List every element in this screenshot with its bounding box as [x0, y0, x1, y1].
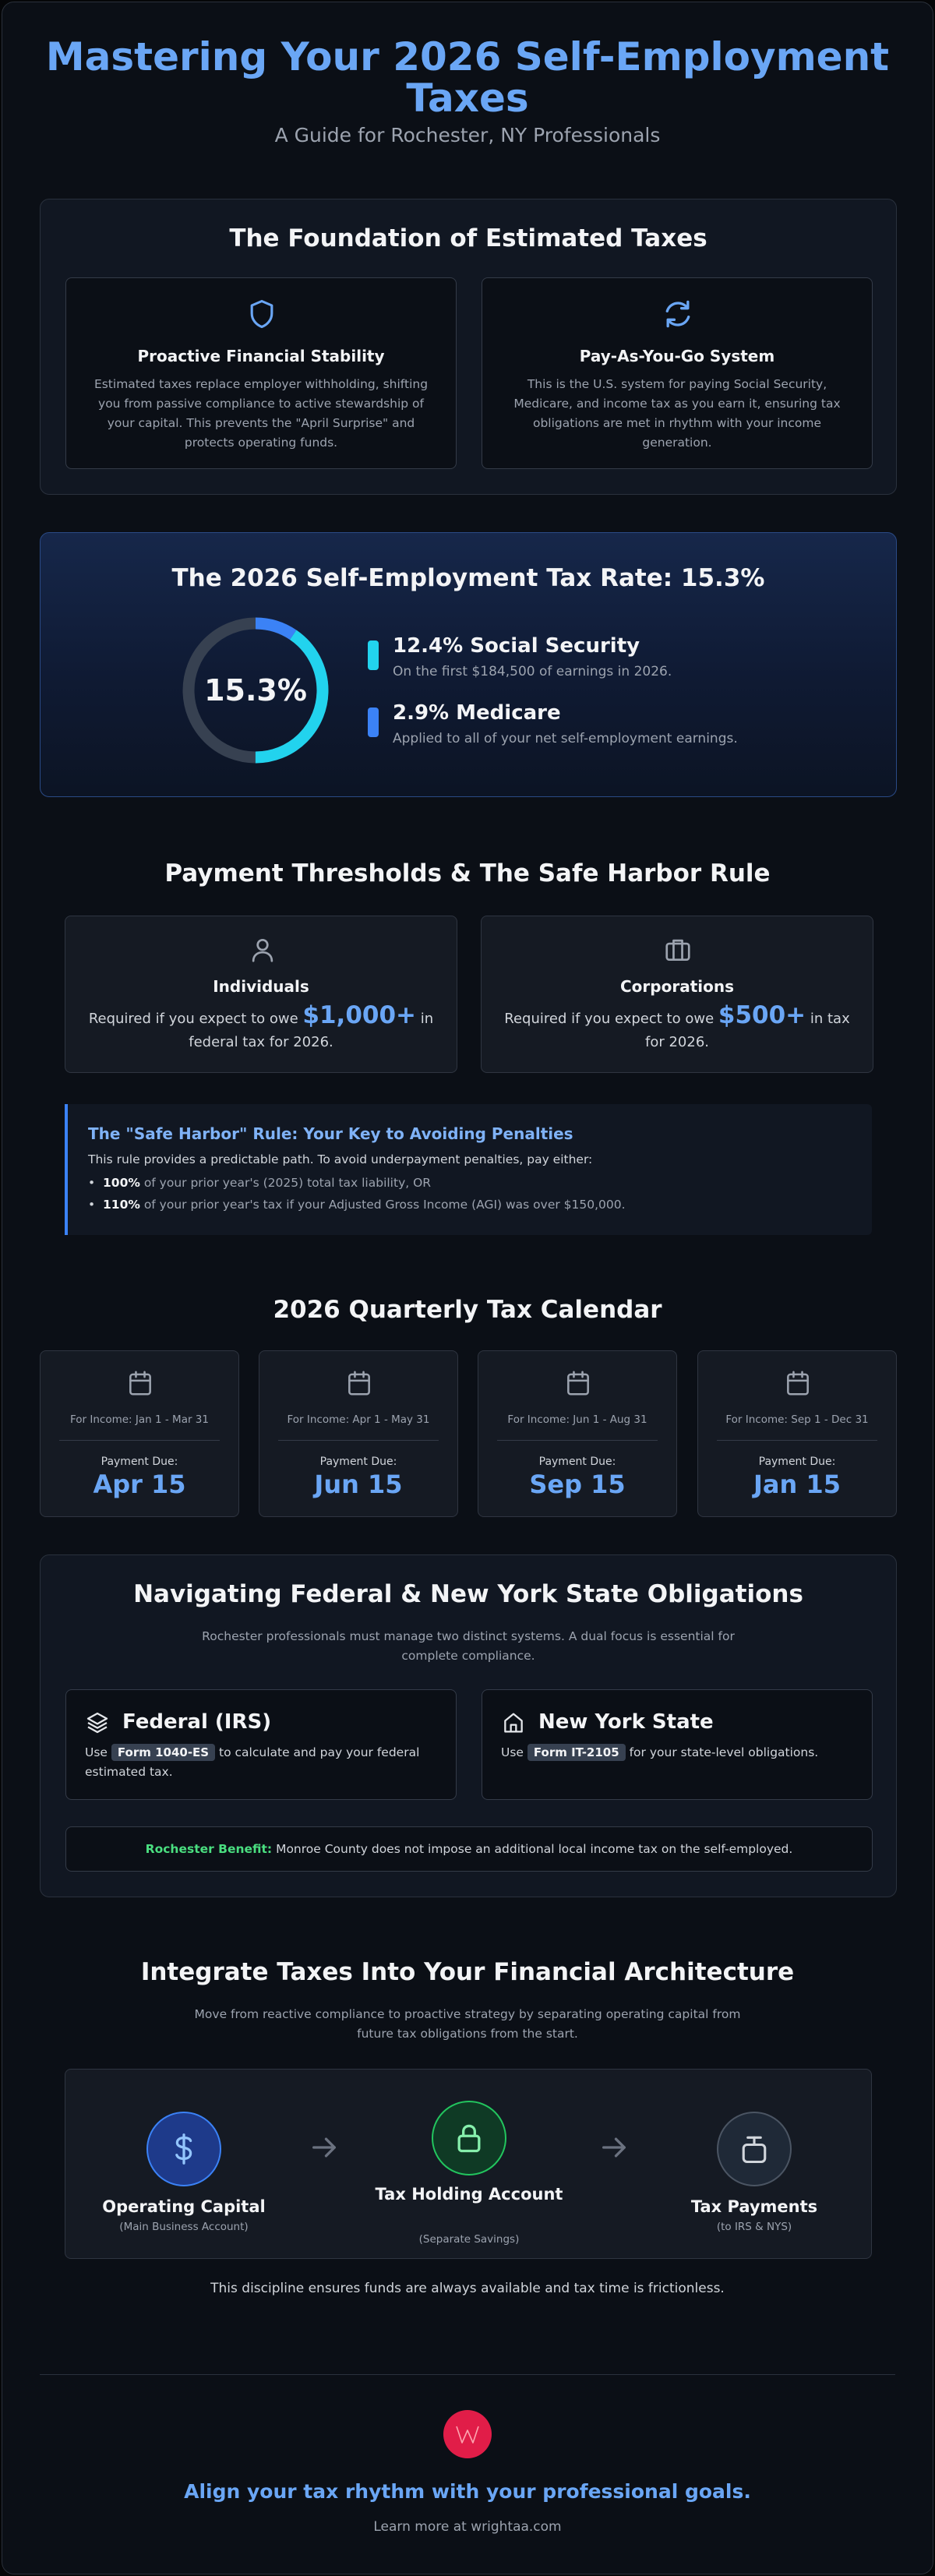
foundation-card-text: This is the U.S. system for paying Social Security, Medicare, and income tax as you earn it, ensuring tax obligations are met in rhythm with your income generation. [513, 377, 841, 450]
quarter-card [478, 1350, 677, 1517]
foundation-card-stability [65, 277, 457, 469]
flow-step-label: Tax Payments [690, 2197, 818, 2216]
state-heading: New York State [538, 1710, 714, 1734]
threshold-text-pre: Required if you expect to owe [504, 1011, 718, 1027]
quarter-due-date: Jan 15 [753, 1470, 841, 1499]
state-text [501, 1743, 853, 1763]
thresholds-title: Payment Thresholds & The Safe Harbor Rule [164, 859, 771, 887]
flow-step-sub: (Main Business Account) [119, 2221, 249, 2233]
federal-text [85, 1743, 437, 1782]
quarter-income-range: For Income: Jan 1 - Mar 31 [70, 1413, 209, 1426]
architecture-intro: Move from reactive compliance to proactive strategy by separating operating capital from future tax obligations from the start. [194, 2007, 741, 2041]
foundation-card-heading: Pay-As-You-Go System [579, 347, 775, 365]
threshold-text [497, 1001, 857, 1054]
threshold-text-pre: Required if you expect to owe [88, 1011, 303, 1027]
rochester-benefit [65, 1826, 873, 1872]
tax-rate-title: The 2026 Self-Employment Tax Rate: 15.3% [171, 564, 765, 592]
foundation-card-payg [482, 277, 873, 469]
calendar-title: 2026 Quarterly Tax Calendar [273, 1296, 662, 1324]
foundation-card-text: Estimated taxes replace employer withholding, shifting you from passive compliance to active stewardship of your capital. This prevents the "April Surprise" and protects operating funds. [94, 377, 429, 450]
obligations-title: Navigating Federal & New York State Obligations [133, 1580, 803, 1608]
social-security-text: On the first $184,500 of earnings in 2026. [393, 664, 672, 679]
quarter-income-range: For Income: Sep 1 - Dec 31 [725, 1413, 869, 1426]
person-icon [248, 935, 277, 965]
refresh-icon [661, 297, 695, 331]
quarter-due-label: Payment Due: [538, 1456, 616, 1468]
architecture-title: Integrate Taxes Into Your Financial Architecture [140, 1958, 795, 1986]
threshold-amount: $500+ [718, 1001, 806, 1029]
medicare-text: Applied to all of your net self-employment earnings. [393, 731, 738, 746]
calendar-icon [125, 1368, 155, 1398]
quarter-due-label: Payment Due: [319, 1456, 397, 1468]
quarter-card [697, 1350, 897, 1517]
arrow-right-icon [598, 2132, 630, 2163]
safe-harbor-item-text: of your prior year's tax if your Adjusted Gross Income (AGI) was over $150,000. [139, 1198, 626, 1212]
safe-harbor-item: • 100% of your prior year's (2025) total tax liability, OR [88, 1176, 432, 1190]
form-1040es-badge: Form 1040-ES [111, 1744, 215, 1761]
briefcase-icon [663, 935, 693, 965]
calendar-icon [563, 1368, 593, 1398]
quarter-divider [497, 1440, 658, 1441]
federal-text-pre: Use [85, 1745, 111, 1759]
obligations-section [40, 1554, 897, 1897]
threshold-text-post: in tax for 2026. [644, 1011, 850, 1050]
footer-tagline: Align your tax rhythm with your professional goals. [184, 2480, 751, 2503]
footer-link[interactable]: Learn more at wrightaa.com [373, 2519, 562, 2535]
social-security-heading: 12.4% Social Security [393, 634, 640, 658]
safe-harbor-item-text: of your prior year's (2025) total tax liability, OR [139, 1176, 432, 1190]
medicare-heading: 2.9% Medicare [393, 701, 561, 725]
quarter-divider [59, 1440, 220, 1441]
flow-step-label: Tax Holding Account [375, 2185, 563, 2204]
safe-harbor-item-bold: 110% [103, 1198, 140, 1212]
form-it2105-badge: Form IT-2105 [527, 1744, 626, 1761]
federal-text-post: to calculate and pay your federal estimated tax. [85, 1745, 420, 1779]
architecture-flow [65, 2069, 872, 2259]
obligations-intro: Rochester professionals must manage two distinct systems. A dual focus is essential for complete compliance. [202, 1629, 735, 1663]
quarter-card [259, 1350, 458, 1517]
medicare-swatch [368, 708, 379, 737]
architecture-footer-note: This discipline ensures funds are always available and tax time is frictionless. [210, 2281, 725, 2296]
home-icon [501, 1710, 526, 1735]
tax-rate-section [40, 532, 897, 797]
federal-heading: Federal (IRS) [122, 1710, 272, 1734]
payment-icon [717, 2112, 792, 2186]
threshold-card-individuals [65, 916, 457, 1073]
layers-icon [85, 1710, 110, 1735]
rate-donut-chart [182, 617, 329, 764]
quarter-due-date: Apr 15 [93, 1470, 186, 1499]
foundation-card-heading: Proactive Financial Stability [137, 347, 385, 365]
flow-step-sub: (Separate Savings) [418, 2233, 520, 2246]
arrow-right-icon [309, 2132, 340, 2163]
quarter-due-date: Sep 15 [529, 1470, 626, 1499]
quarter-income-range: For Income: Jun 1 - Aug 31 [507, 1413, 647, 1426]
safe-harbor-callout [65, 1104, 872, 1235]
lock-icon [432, 2101, 506, 2175]
quarter-due-label: Payment Due: [758, 1456, 836, 1468]
federal-card [65, 1689, 457, 1800]
page-subtitle: A Guide for Rochester, NY Professionals [274, 124, 661, 146]
threshold-heading: Individuals [213, 977, 309, 996]
quarter-card [40, 1350, 239, 1517]
calendar-icon [783, 1368, 813, 1398]
state-text-pre: Use [501, 1745, 527, 1759]
donut-center-label: 15.3% [204, 673, 307, 708]
flow-step-label: Operating Capital [102, 2197, 266, 2216]
rochester-benefit-label: Rochester Benefit: [145, 1842, 273, 1856]
shield-icon [245, 297, 279, 331]
safe-harbor-heading: The "Safe Harbor" Rule: Your Key to Avoiding Penalties [88, 1124, 573, 1143]
state-card [482, 1689, 873, 1800]
calendar-icon [344, 1368, 374, 1398]
state-text-post: for your state-level obligations. [625, 1745, 819, 1759]
infographic-page [2, 2, 933, 2574]
quarter-due-date: Jun 15 [314, 1470, 403, 1499]
page-title: Mastering Your 2026 Self-Employment Taxes [45, 34, 890, 121]
quarter-divider [278, 1440, 439, 1441]
threshold-text [81, 1001, 441, 1054]
safe-harbor-item: • 110% of your prior year's tax if your Adjusted Gross Income (AGI) was over $150,000. [88, 1198, 626, 1212]
footer-divider [40, 2374, 895, 2375]
social-security-swatch [368, 640, 379, 670]
safe-harbor-item-bold: 100% [103, 1176, 140, 1190]
wrightaa-logo-icon [443, 2410, 492, 2458]
dollar-icon [146, 2112, 221, 2186]
threshold-card-corporations [481, 916, 873, 1073]
foundation-section [40, 199, 897, 495]
quarter-income-range: For Income: Apr 1 - May 31 [287, 1413, 430, 1426]
threshold-heading: Corporations [620, 977, 734, 996]
flow-step-sub: (to IRS & NYS) [716, 2221, 792, 2233]
safe-harbor-intro: This rule provides a predictable path. To avoid underpayment penalties, pay either: [88, 1152, 593, 1166]
threshold-amount: $1,000+ [302, 1001, 417, 1029]
quarter-divider [717, 1440, 877, 1441]
quarter-due-label: Payment Due: [101, 1456, 178, 1468]
foundation-title: The Foundation of Estimated Taxes [229, 224, 707, 252]
threshold-text-post: in federal tax for 2026. [189, 1011, 434, 1050]
rochester-benefit-text: Monroe County does not impose an additional local income tax on the self-employed. [272, 1842, 793, 1856]
